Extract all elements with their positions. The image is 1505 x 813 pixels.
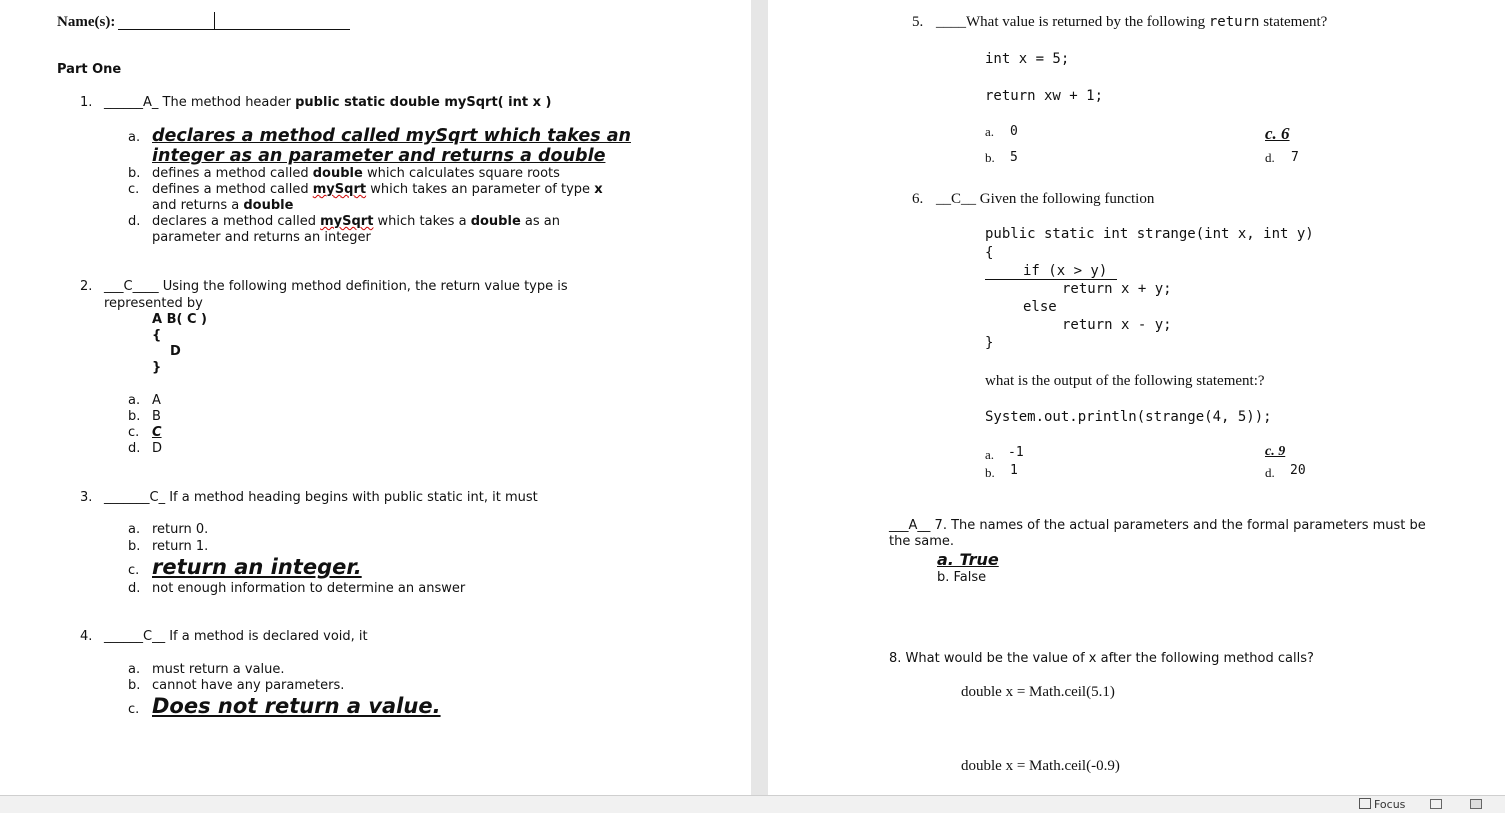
q4-a-letter: a. (128, 662, 141, 677)
q5-code-line2: return xw + 1; (985, 88, 1104, 104)
q1-line: ______A_ The method header public static double mySqrt( int x ) (104, 95, 552, 110)
q1-option-c: defines a method called mySqrt which takes an parameter of type x (152, 182, 603, 197)
q4-c-letter: c. (128, 702, 140, 717)
q2-option-a: A (152, 393, 161, 408)
q4-option-b: cannot have any parameters. (152, 678, 345, 693)
q1-option-b: defines a method called double which calculates square roots (152, 166, 560, 181)
q6-code-line1: public static int strange(int x, int y) (985, 226, 1314, 242)
name-blank-line[interactable] (118, 29, 350, 30)
q6-d-letter: d. (1265, 465, 1275, 480)
focus-icon (1359, 798, 1371, 809)
document-page-left (0, 0, 751, 795)
q5-answer-c: c. 6 (1265, 124, 1290, 143)
name-label: Name(s): (57, 14, 116, 30)
q2-option-b: B (152, 409, 161, 424)
q7-answer-a: a. True (937, 550, 999, 569)
q1-option-d: declares a method called mySqrt which takes a double as an (152, 214, 560, 229)
q2-a-letter: a. (128, 393, 141, 408)
q2-code-open: { (152, 328, 162, 343)
q1-d-letter: d. (128, 214, 141, 229)
q6-option-a: -1 (1008, 445, 1024, 460)
status-bar (0, 795, 1505, 813)
q6-question: what is the output of the following statement:? (985, 373, 1265, 389)
text-cursor (214, 12, 215, 30)
q1-option-d-line2: parameter and returns an integer (152, 230, 371, 245)
q5-line: ____What value is returned by the following return statement? (936, 14, 1328, 30)
q4-b-letter: b. (128, 678, 141, 693)
q2-code-close: } (152, 360, 162, 375)
q6-code-underline (985, 279, 1117, 280)
q5-number: 5. (912, 14, 924, 30)
q6-answer-c: c. 9 (1265, 444, 1286, 459)
q1-b-letter: b. (128, 166, 141, 181)
q4-answer-c: Does not return a value. (152, 694, 441, 718)
q6-code-line5: else (1023, 299, 1057, 315)
q7-line: ___A__ 7. The names of the actual parameters and the formal parameters must be (889, 518, 1426, 533)
q6-call-code: System.out.println(strange(4, 5)); (985, 409, 1272, 425)
q3-a-letter: a. (128, 522, 141, 537)
q4-number: 4. (80, 629, 93, 644)
part-title: Part One (57, 62, 122, 77)
q6-code-line6: return x - y; (1062, 317, 1172, 333)
q2-line2: represented by (104, 296, 203, 311)
q3-number: 3. (80, 490, 93, 505)
q8-line: 8. What would be the value of x after the following method calls? (889, 651, 1314, 666)
q3-c-letter: c. (128, 563, 140, 578)
q1-a-letter: a. (128, 130, 141, 145)
q5-option-d: 7 (1291, 150, 1299, 165)
q3-option-d: not enough information to determine an answer (152, 581, 466, 596)
q2-b-letter: b. (128, 409, 141, 424)
q5-d-letter: d. (1265, 150, 1275, 165)
q3-line: _______C_ If a method heading begins with public static int, it must (104, 490, 538, 505)
q2-option-d: D (152, 441, 163, 456)
q1-c-letter: c. (128, 182, 140, 197)
q2-number: 2. (80, 279, 93, 294)
q1-answer-a-line2: integer as an parameter and returns a double (152, 146, 606, 166)
focus-button[interactable] (1359, 798, 1405, 811)
q2-line: ___C____ Using the following method definition, the return value type is (104, 279, 568, 294)
q3-b-letter: b. (128, 539, 141, 554)
q1-option-c-line2: and returns a double (152, 198, 294, 213)
q7-option-b: b. False (937, 570, 987, 585)
q4-option-a: must return a value. (152, 662, 285, 677)
q6-code-line4: return x + y; (1062, 281, 1172, 297)
q3-d-letter: d. (128, 581, 141, 596)
q3-option-b: return 1. (152, 539, 209, 554)
q6-option-b: 1 (1010, 463, 1018, 478)
q6-code-line7: } (985, 335, 994, 351)
q2-d-letter: d. (128, 441, 141, 456)
q5-option-a: 0 (1010, 124, 1018, 139)
document-page-right (768, 0, 1505, 795)
q3-answer-c: return an integer. (152, 555, 362, 579)
q6-number: 6. (912, 191, 924, 207)
q2-answer-c: C (152, 425, 162, 440)
q7-line2: the same. (889, 534, 954, 549)
print-layout-icon[interactable] (1470, 799, 1482, 809)
q2-c-letter: c. (128, 425, 140, 440)
q8-code-line1: double x = Math.ceil(5.1) (961, 684, 1115, 700)
q1-number: 1. (80, 95, 93, 110)
q8-code-line2: double x = Math.ceil(-0.9) (961, 758, 1120, 774)
q6-a-letter: a. (985, 447, 995, 462)
q6-code-line2: { (985, 245, 994, 261)
q6-code-line3: if (x > y) (1023, 263, 1108, 279)
q2-code-signature: A B( C ) (152, 312, 207, 327)
q5-option-b: 5 (1010, 150, 1018, 165)
q4-line: ______C__ If a method is declared void, it (104, 629, 368, 644)
q1-answer-a-line1: declares a method called mySqrt which takes an (152, 126, 631, 146)
q6-line: __C__ Given the following function (936, 191, 1155, 207)
q5-a-letter: a. (985, 124, 995, 139)
read-mode-icon[interactable] (1430, 799, 1442, 809)
focus-label: Focus (1374, 798, 1406, 811)
q2-code-body: D (170, 344, 181, 359)
q5-code-line1: int x = 5; (985, 51, 1070, 67)
q6-option-d: 20 (1290, 463, 1306, 478)
q6-b-letter: b. (985, 465, 995, 480)
q3-option-a: return 0. (152, 522, 209, 537)
q5-b-letter: b. (985, 150, 995, 165)
